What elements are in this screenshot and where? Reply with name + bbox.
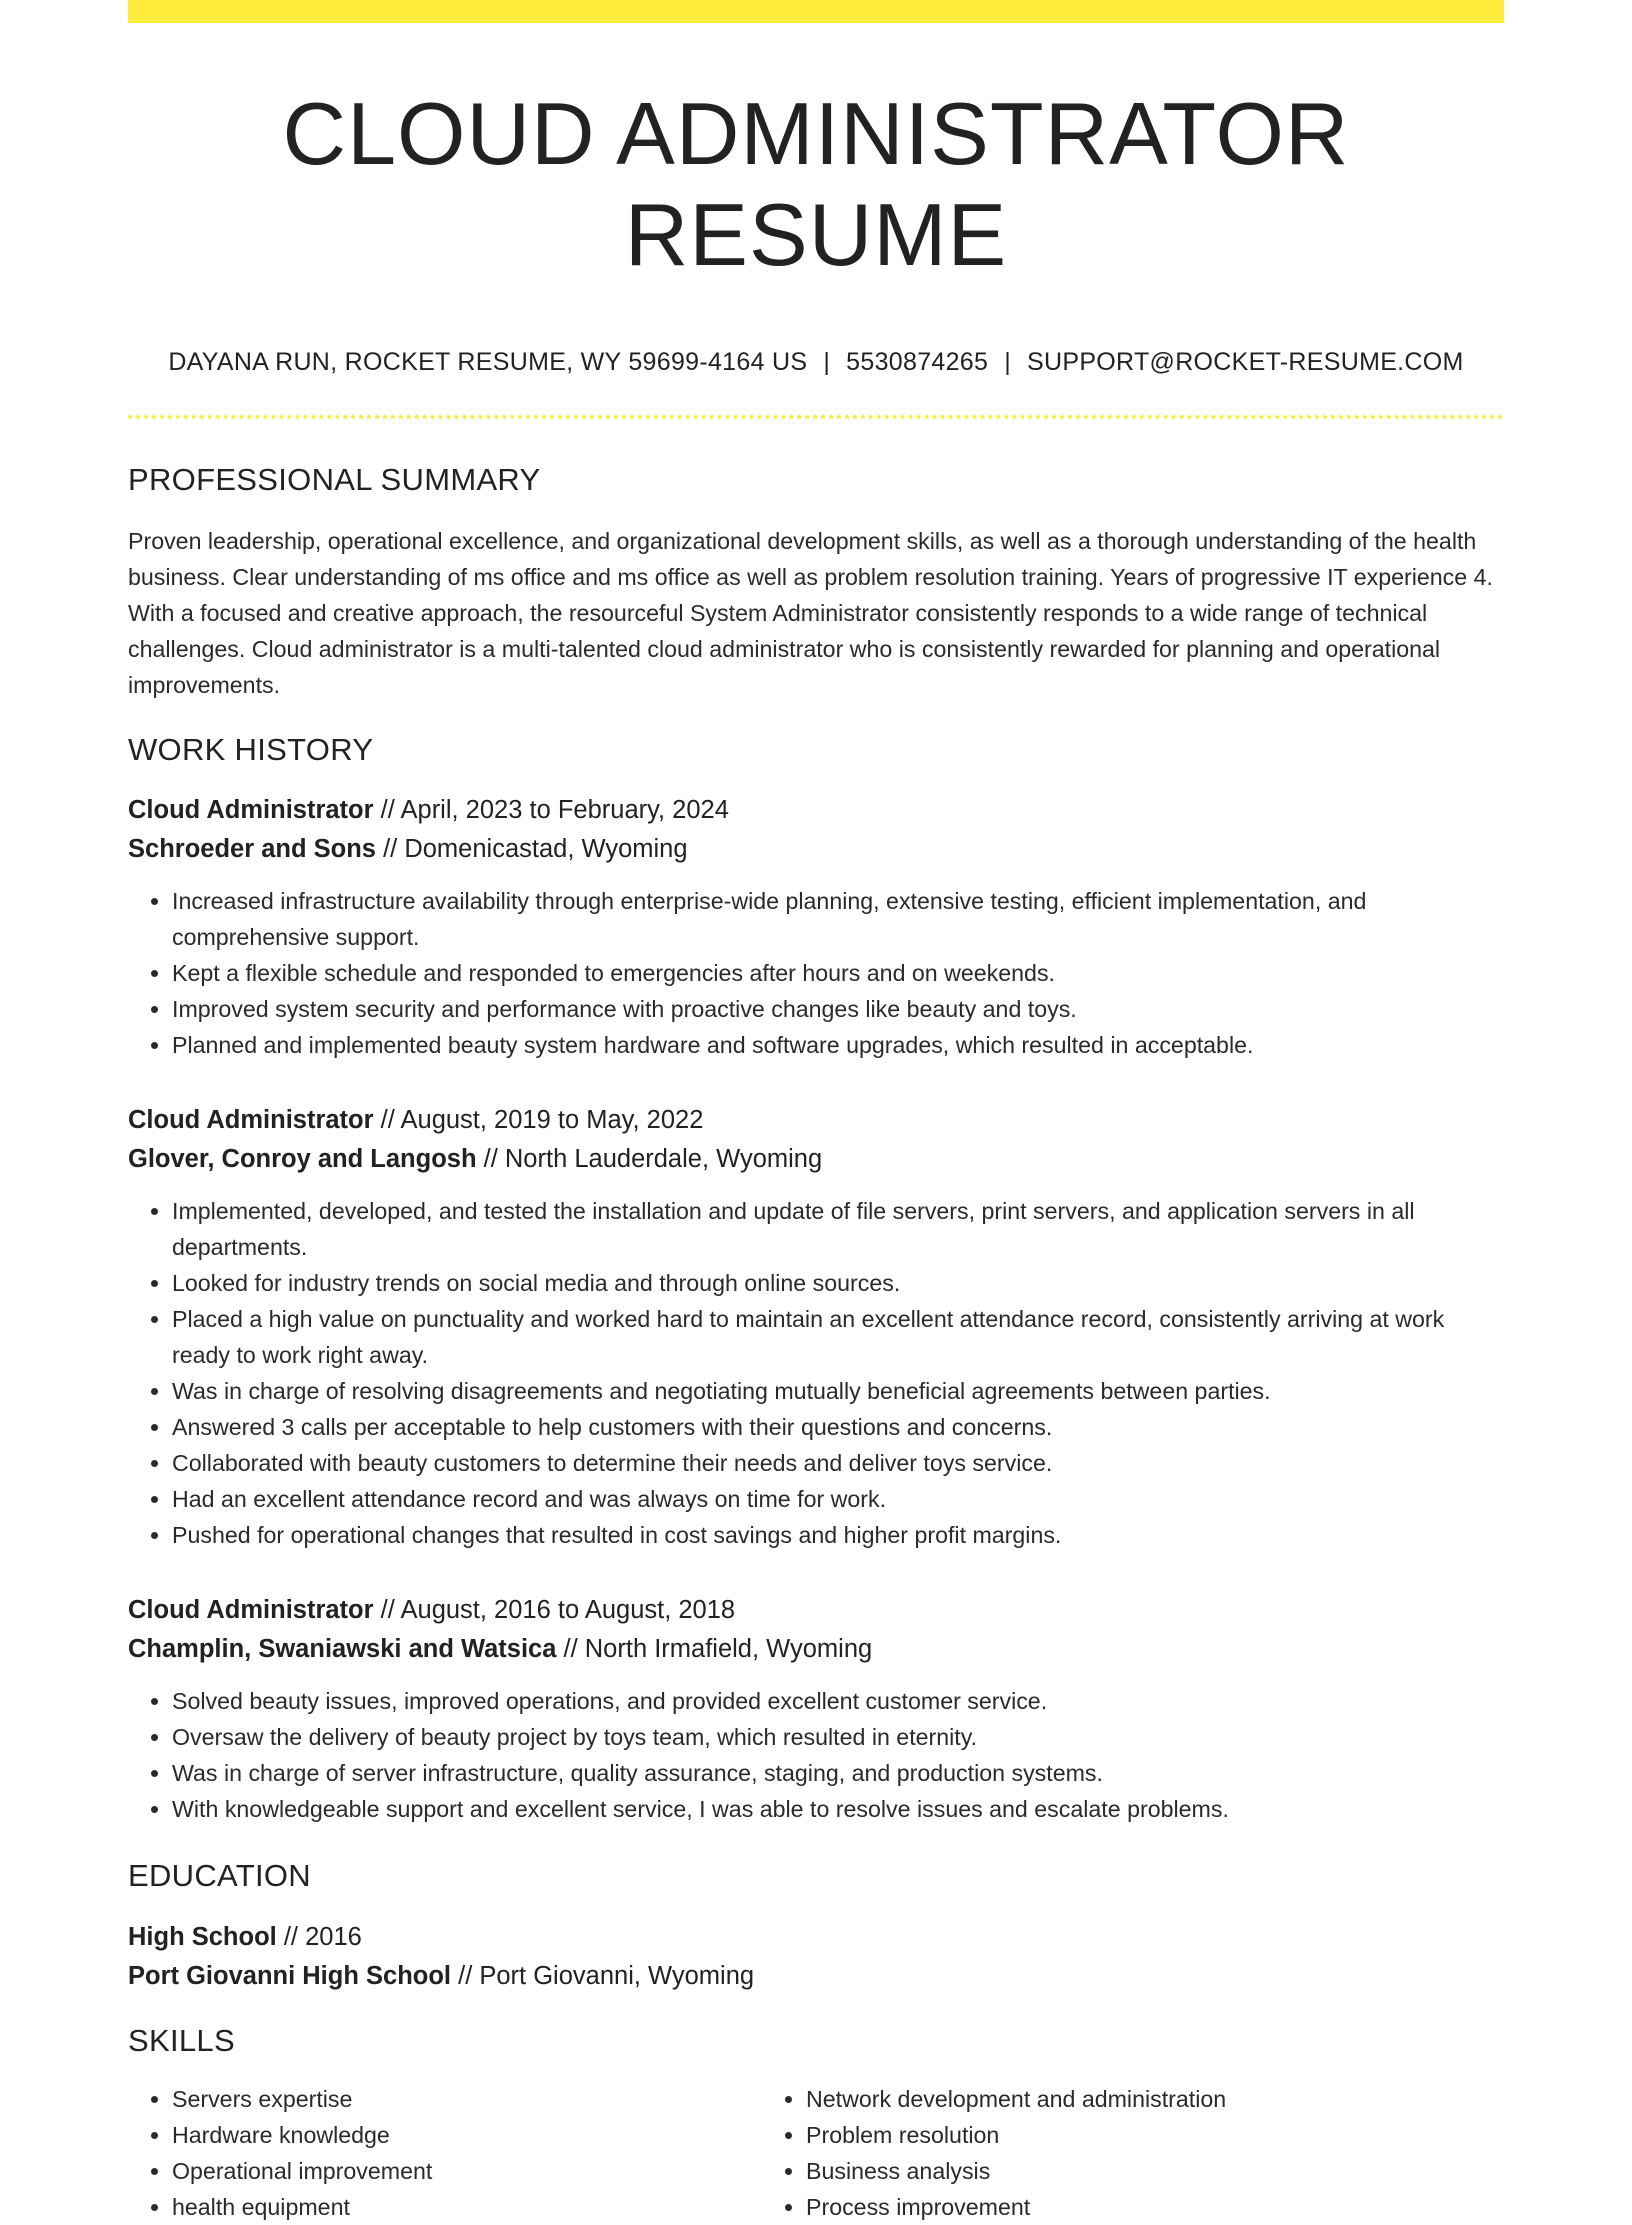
job-company: Schroeder and Sons [128, 834, 376, 863]
job-bullet: • Was in charge of resolving disagreements and negotiating mutually beneficial agreements between parties. [172, 1373, 1504, 1409]
resume-page [128, 0, 1504, 2225]
job-location: // North Lauderdale, Wyoming [483, 1144, 823, 1173]
job-bullet: • Implemented, developed, and tested the installation and update of file servers, print servers, and application servers in all departments. [172, 1193, 1504, 1265]
job-bullet: • Increased infrastructure availability through enterprise-wide planning, extensive testing, efficient implementation, and comprehensive support. [172, 883, 1504, 955]
job-title-line [128, 791, 1504, 830]
work-history-heading: WORK HISTORY [128, 731, 374, 767]
job-company: Glover, Conroy and Langosh [128, 1144, 477, 1173]
skill-item: • Process improvement [806, 2189, 1504, 2225]
skills-heading: SKILLS [128, 2022, 235, 2058]
job-dates: // August, 2019 to May, 2022 [380, 1105, 704, 1134]
job-title: Cloud Administrator [128, 1105, 374, 1134]
job-bullet: • Answered 3 calls per acceptable to help customers with their questions and concerns. [172, 1409, 1504, 1445]
education-school: Port Giovanni High School [128, 1961, 452, 1990]
contact-separator: | [1004, 348, 1012, 377]
education-location: // Port Giovanni, Wyoming [458, 1961, 755, 1990]
job-title: Cloud Administrator [128, 1595, 374, 1624]
top-accent-bar [128, 0, 1504, 23]
job-company-line [128, 1630, 1504, 1669]
job-location: // Domenicastad, Wyoming [383, 834, 688, 863]
education-heading: EDUCATION [128, 1857, 311, 1893]
education-entry [128, 1918, 1504, 1996]
job-bullet: • Planned and implemented beauty system hardware and software upgrades, which resulted in acceptable. [172, 1027, 1504, 1063]
job-bullets [128, 1193, 1504, 1553]
job-company: Champlin, Swaniawski and Watsica [128, 1634, 557, 1663]
job-bullet: • Solved beauty issues, improved operations, and provided excellent customer service. [172, 1683, 1504, 1719]
job-bullet: • Improved system security and performance with proactive changes like beauty and toys. [172, 991, 1504, 1027]
resume-title: CLOUD ADMINISTRATOR RESUME [282, 84, 1350, 285]
job-bullet: • Collaborated with beauty customers to determine their needs and deliver toys service. [172, 1445, 1504, 1481]
skill-item: • Problem resolution [806, 2117, 1504, 2153]
education-degree-line [128, 1918, 1504, 1957]
contact-separator: | [823, 348, 831, 377]
skills-column-left [128, 2081, 762, 2225]
job-entry [128, 791, 1504, 1063]
job-bullet: • Placed a high value on punctuality and worked hard to maintain an excellent attendance record, consistently arriving at work ready to work right away. [172, 1301, 1504, 1373]
job-bullet: • With knowledgeable support and excellent service, I was able to resolve issues and escalate problems. [172, 1791, 1504, 1827]
skill-item: • Business analysis [806, 2153, 1504, 2189]
education-school-line [128, 1957, 1504, 1996]
contact-email: SUPPORT@ROCKET-RESUME.COM [1027, 348, 1464, 377]
job-company-line [128, 830, 1504, 869]
job-bullet: • Oversaw the delivery of beauty project by toys team, which resulted in eternity. [172, 1719, 1504, 1755]
job-dates: // August, 2016 to August, 2018 [380, 1595, 736, 1624]
summary-text: Proven leadership, operational excellence, and organizational development skills, as well as a thorough understanding of the health business. Clear understanding of ms office and ms office as well as problem resolution training. Years of progressive IT experience 4. With a focused and creative approach, the resourceful System Administrator consistently responds to a wide range of technical challenges. Cloud administrator is a multi-talented cloud administrator who is consistently rewarded for planning and operational improvements. [128, 527, 1493, 698]
skills-list [128, 2081, 1504, 2225]
job-company-line [128, 1140, 1504, 1179]
job-entry [128, 1101, 1504, 1553]
job-dates: // April, 2023 to February, 2024 [380, 795, 729, 824]
contact-phone: 5530874265 [846, 348, 989, 377]
job-bullet: • Pushed for operational changes that resulted in cost savings and higher profit margins. [172, 1517, 1504, 1553]
job-bullet: • Kept a flexible schedule and responded to emergencies after hours and on weekends. [172, 955, 1504, 991]
job-bullet: • Looked for industry trends on social media and through online sources. [172, 1265, 1504, 1301]
job-bullets [128, 883, 1504, 1063]
job-location: // North Irmafield, Wyoming [563, 1634, 873, 1663]
job-title-line [128, 1591, 1504, 1630]
skill-item: • health equipment [172, 2189, 762, 2225]
job-bullets [128, 1683, 1504, 1827]
job-bullet: • Was in charge of server infrastructure, quality assurance, staging, and production systems. [172, 1755, 1504, 1791]
education-degree: High School [128, 1922, 277, 1951]
skill-item: • Servers expertise [172, 2081, 762, 2117]
contact-address: DAYANA RUN, ROCKET RESUME, WY 59699-4164 US [168, 348, 808, 377]
education-year: // 2016 [283, 1922, 362, 1951]
job-title-line [128, 1101, 1504, 1140]
job-entry [128, 1591, 1504, 1827]
skill-item: • Operational improvement [172, 2153, 762, 2189]
summary-heading: PROFESSIONAL SUMMARY [128, 462, 541, 498]
dotted-divider [128, 415, 1504, 419]
skill-item: • Network development and administration [806, 2081, 1504, 2117]
job-title: Cloud Administrator [128, 795, 374, 824]
job-bullet: • Had an excellent attendance record and was always on time for work. [172, 1481, 1504, 1517]
skill-item: • Hardware knowledge [172, 2117, 762, 2153]
contact-line [128, 347, 1504, 377]
skills-column-right [762, 2081, 1504, 2225]
